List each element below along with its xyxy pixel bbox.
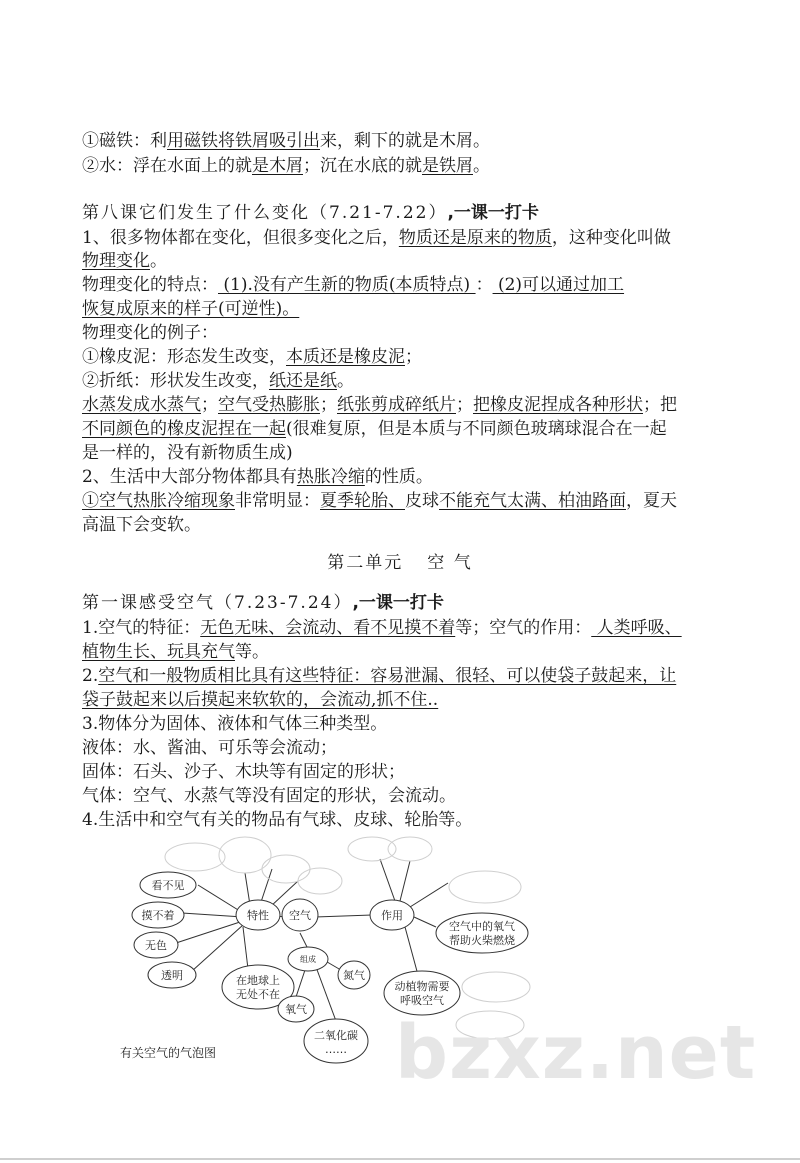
bubble-label: 二氧化碳 [314, 1029, 358, 1042]
bubble-label: 组成 [300, 955, 316, 964]
lesson-heading [82, 202, 722, 224]
text-line [82, 322, 722, 344]
text: 气体：空气、水蒸气等没有固定的形状，会流动。 [82, 786, 456, 806]
text: 物理变化的特点： [82, 275, 218, 295]
text: (很难复原，但是本质与不同颜色玻璃球混合在一起 [286, 419, 667, 439]
underlined-text: (1).没有产生新的物质(本质特点) [218, 275, 476, 295]
text-line [82, 689, 722, 711]
text: ； [405, 347, 422, 367]
underlined-text: 空气和一般物质相比具有这些特征：容易泄漏、很轻、可以使袋子鼓起来，让 [98, 666, 677, 686]
underlined-text: 物质还是原来的物质 [398, 228, 552, 248]
text: 是一样的，没有新物质生成) [82, 443, 293, 463]
text-line [82, 713, 722, 735]
underlined-text: 植物生长、玩具充气 [82, 642, 235, 662]
underlined-text: 本质还是橡皮泥 [286, 347, 405, 367]
underlined-text: 把橡皮泥捏成各种形状 [473, 395, 643, 415]
text-line [82, 298, 722, 320]
text: 皮球 [405, 491, 439, 511]
text: 高温下会变软。 [82, 515, 201, 535]
text-line [82, 737, 722, 759]
text-line [82, 466, 722, 488]
text: 。 [337, 371, 354, 391]
text-line [82, 490, 722, 512]
text-line [82, 641, 722, 663]
text: 4.生活中和空气有关的物品有气球、皮球、轮胎等。 [82, 810, 473, 830]
underlined-text: 不能充气太满、柏油路面 [439, 491, 626, 511]
text: ②水：浮在水面上的就 [82, 156, 252, 176]
text-line [82, 346, 722, 368]
text: 来，剩下的就是木屑。 [320, 131, 490, 151]
bubble-label: 氧气 [285, 1003, 307, 1016]
text: ②折纸：形状发生改变， [82, 371, 269, 391]
text-line [82, 665, 722, 687]
text-line [82, 785, 722, 807]
text: ； [320, 395, 337, 415]
text-line [82, 274, 722, 296]
bubble-label: 氮气 [343, 969, 365, 982]
bubble-label: 呼吸空气 [400, 994, 444, 1007]
text: 固体：石头、沙子、木块等有固定的形状； [82, 762, 405, 782]
diagram-caption: 有关空气的气泡图 [120, 1046, 217, 1060]
underlined-text: ①空气热胀冷缩现象 [82, 491, 235, 511]
underlined-text: 是铁屑 [422, 156, 473, 176]
lesson-title: 第八课它们发生了什么变化（7.21-7.22） [82, 203, 448, 223]
text: 物理变化的例子： [82, 323, 218, 343]
bubble-label: 透明 [161, 969, 183, 982]
text: ； [201, 395, 218, 415]
text: 等。 [235, 642, 269, 662]
underlined-text: 用磁铁将铁屑吸引出 [167, 131, 320, 151]
bubble-label: 看不见 [151, 879, 185, 892]
text: ；把 [643, 395, 677, 415]
text-line [82, 370, 722, 392]
text: 。 [473, 156, 490, 176]
underlined-text: 恢复成原来的样子(可逆性)。 [82, 299, 300, 319]
text-line [82, 761, 722, 783]
bubble-label: 空气中的氧气 [449, 920, 515, 933]
underlined-text: 是木屑 [252, 156, 303, 176]
bubble-label: 动植物需要 [394, 980, 450, 993]
text: ： [475, 275, 493, 295]
text: 2、生活中大部分物体都具有 [82, 467, 297, 487]
text-line [82, 418, 722, 440]
bubble-label: 作用 [381, 909, 403, 922]
watermark: bzxz.net [395, 1010, 757, 1096]
text: 。 [150, 251, 167, 271]
unit-title: 空 气 [427, 553, 473, 573]
lesson-title: 第一课感受空气（7.23-7.24） [82, 593, 353, 613]
underlined-text: (2)可以通过加工 [492, 275, 625, 295]
bubble-label: 帮助火柴燃烧 [449, 934, 515, 947]
underlined-text: 不同颜色的橡皮泥捏在一起 [82, 419, 286, 439]
checkin-note: ,一课一打卡 [352, 593, 444, 613]
bubble-label: 无色 [145, 939, 167, 952]
text: ①橡皮泥：形态发生改变， [82, 347, 286, 367]
text-line [82, 617, 722, 639]
text-line [82, 155, 722, 177]
underlined-text: 人类呼吸、 [591, 618, 682, 638]
text: ，夏天 [626, 491, 677, 511]
underlined-text: 空气受热膨胀 [218, 395, 320, 415]
text-line [82, 809, 722, 831]
bubble-label: …… [325, 1043, 347, 1056]
text: 3.物体分为固体、液体和气体三种类型。 [82, 714, 388, 734]
lesson-heading [82, 592, 722, 614]
text: ①磁铁：利 [82, 131, 167, 151]
bubble-label-center: 空气 [289, 909, 311, 922]
text-line [82, 130, 722, 152]
text: 1.空气的特征： [82, 618, 201, 638]
checkin-note: ,一课一打卡 [447, 203, 539, 223]
text: 非常明显： [235, 491, 320, 511]
underlined-text: 物理变化 [82, 251, 150, 271]
text: 的性质。 [364, 467, 433, 487]
text-line [82, 394, 722, 416]
text: 2. [82, 666, 99, 686]
underlined-text: 纸还是纸 [269, 371, 337, 391]
text: ，这种变化叫做 [551, 228, 671, 248]
text: 等；空气的作用： [455, 618, 592, 638]
underlined-text: 水蒸发成水蒸气 [82, 395, 201, 415]
text: ；沉在水底的就 [303, 156, 422, 176]
bubble-label: 摸不着 [141, 909, 175, 922]
unit-heading [0, 548, 800, 573]
underlined-text: 纸张剪成碎纸片 [337, 395, 456, 415]
text-line [82, 514, 722, 536]
text: 1、很多物体都在变化，但很多变化之后， [82, 228, 399, 248]
page-bottom-edge [0, 1158, 800, 1160]
underlined-text: 无色无味、会流动、看不见摸不着 [200, 618, 456, 638]
text-line [82, 250, 722, 272]
text: 液体：水、酱油、可乐等会流动； [82, 738, 337, 758]
text: ； [456, 395, 473, 415]
unit-number: 第二单元 [327, 553, 404, 573]
text-line [82, 442, 722, 464]
text-line [82, 227, 722, 249]
underlined-text: 夏季轮胎、 [320, 491, 405, 511]
bubble-label: 在地球上 [236, 974, 280, 987]
underlined-text: 袋子鼓起来以后摸起来软软的，会流动,抓不住.. [82, 690, 439, 710]
bubble-label: 特性 [247, 909, 269, 922]
bubble-label: 无处不在 [236, 988, 280, 1001]
underlined-text: 热胀冷缩 [296, 467, 365, 487]
